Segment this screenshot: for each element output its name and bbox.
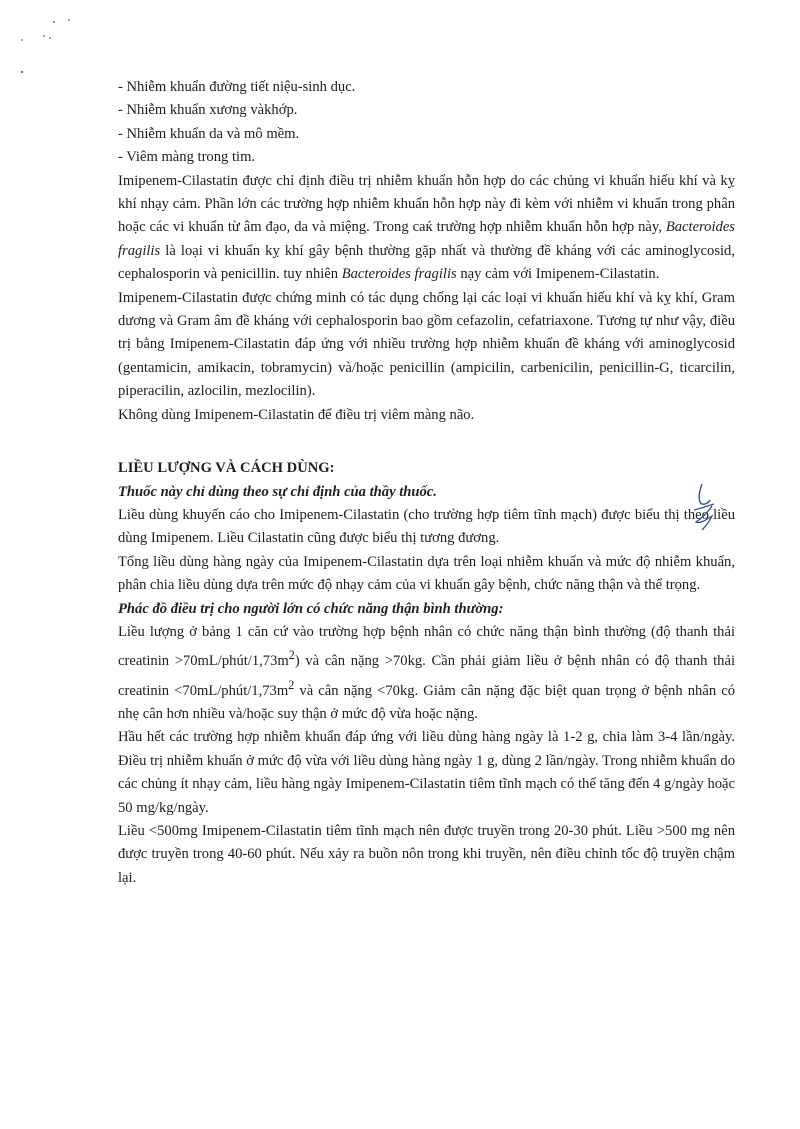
list-item: - Nhiễm khuẩn da và mô mềm. bbox=[118, 125, 300, 142]
text-run: và cân nặng <70kg. Giảm cân nặng đặc biệt quan trọng ở bệnh nhân có nhẹ cân hơn nhiều và/hoặc suy thận ở mức độ vừa hoặc nặng. bbox=[118, 682, 736, 722]
text-run: nạy cảm với Imipenem-Cilastatin. bbox=[456, 266, 660, 283]
paragraph-daily-dose: Tổng liều dùng hàng ngày của Imipenem-Cilastatin dựa trên loại nhiễm khuẩn và mức độ nhiễm khuẩn, phân chia liều dùng dựa trên mức độ nhạy cảm của vi khuẩn gây bệnh, chức năng thận và thể trọng. bbox=[118, 553, 735, 594]
text-run: ) và cân nặng >70kg. Cần phải giảm liều ở bệnh nhân có độ thanh thải creatinin <70mL/phút/1,73m bbox=[118, 653, 736, 699]
paragraph-infusion: Liều <500mg Imipenem-Cilastatin tiêm tĩnh mạch nên được truyền trong 20-30 phút. Liều >500 mg nên được truyền trong 40-60 phút. Nếu xảy ra buồn nôn trong khi truyền, nên điều chỉnh tốc độ truyền chậm lại. bbox=[118, 822, 735, 886]
paragraph-dose-recommend: Liều dùng khuyến cáo cho Imipenem-Cilastatin (cho trường hợp tiêm tĩnh mạch) được biểu thị theo liều dùng Imipenem. Liều Cilastatin cũng được biểu thị tương đương. bbox=[118, 506, 735, 547]
section-gap bbox=[118, 427, 735, 457]
paragraph-table1 bbox=[118, 621, 735, 726]
signature-mark bbox=[682, 480, 726, 532]
scan-specks bbox=[14, 14, 74, 84]
text-run: là loại vi khuẩn kỵ khí gây bệnh thường gặp nhất và thường đề kháng với các aminoglycosid, cephalosporin và penicillin. tuy nhiên bbox=[118, 242, 735, 283]
list-item: - Viêm màng trong tim. bbox=[118, 149, 256, 166]
prescription-note: Thuốc này chỉ dùng theo sự chỉ định của thầy thuốc. bbox=[118, 483, 437, 500]
text-run: Imipenem-Cilastatin được chỉ định điều trị nhiễm khuẩn hỗn hợp do các chủng vi khuẩn hiếu khí và kỵ khí nhạy cảm. Phần lớn các trường hợp nhiễm khuẩn hỗn hợp này đi kèm với nhiễm vi khuẩn trong phân hoặc các vi khuẩn từ âm đạo, da và miệng. Trong caќ trường hợp nhiễm khuẩn hỗn hợp này, bbox=[118, 172, 735, 236]
superscript: 2 bbox=[288, 648, 295, 663]
paragraph-mixed-infections bbox=[118, 170, 735, 287]
section-heading-dosage: LIỀU LƯỢNG VÀ CÁCH DÙNG: bbox=[118, 460, 335, 477]
list-item: - Nhiễm khuẩn đường tiết niệu-sinh dục. bbox=[118, 79, 356, 95]
list-item: - Nhiễm khuẩn xương vàkhớp. bbox=[118, 102, 298, 119]
superscript: 2 bbox=[288, 677, 295, 692]
paragraph-meningitis: Không dùng Imipenem-Cilastatin để điều trị viêm màng não. bbox=[118, 406, 475, 423]
document-page bbox=[118, 76, 735, 890]
species-name: Bacteroides fragilis bbox=[118, 219, 735, 259]
species-name: Bacteroides fragilis bbox=[341, 266, 457, 283]
text-run: Liều lượng ở bảng 1 căn cứ vào trường hợp bệnh nhân có chức năng thận bình thường (độ thanh thải creatinin >70mL/phút/1,73m bbox=[118, 623, 735, 670]
subheading-adult-regimen: Phác đồ điều trị cho người lớn có chức năng thận bình thường: bbox=[118, 600, 504, 617]
paragraph-efficacy: Imipenem-Cilastatin được chứng minh có tác dụng chống lại các loại vi khuẩn hiếu khí và kỵ khí, Gram dương và Gram âm đề kháng với cephalosporin bao gồm cefazolin, cefatriaxone. Tương tự như vậy, điều trị bằng Imipenem-Cilastatin đáp ứng với nhiều trường hợp nhiễm khuẩn đề kháng với aminoglycosid (gentamicin, amikacin, tobramycin) và/hoặc penicillin (ampicilin, carbenicilin, penicillin-G, ticarcilin, piperacilin, azlocilin, mezlocilin). bbox=[118, 289, 735, 400]
paragraph-most-cases: Hầu hết các trường hợp nhiễm khuẩn đáp ứng với liều dùng hàng ngày là 1-2 g, chia làm 3-4 lần/ngày. Điều trị nhiễm khuẩn ở mức độ vừa với liều dùng hàng ngày 1 g, dùng 2 lần/ngày. Trong nhiễm khuẩn do các chủng ít nhạy cảm, liều hàng ngày Imipenem-Cilastatin tiêm tĩnh mạch có thể tăng đến 4 g/ngày hoặc 50 mg/kg/ngày. bbox=[118, 729, 735, 816]
